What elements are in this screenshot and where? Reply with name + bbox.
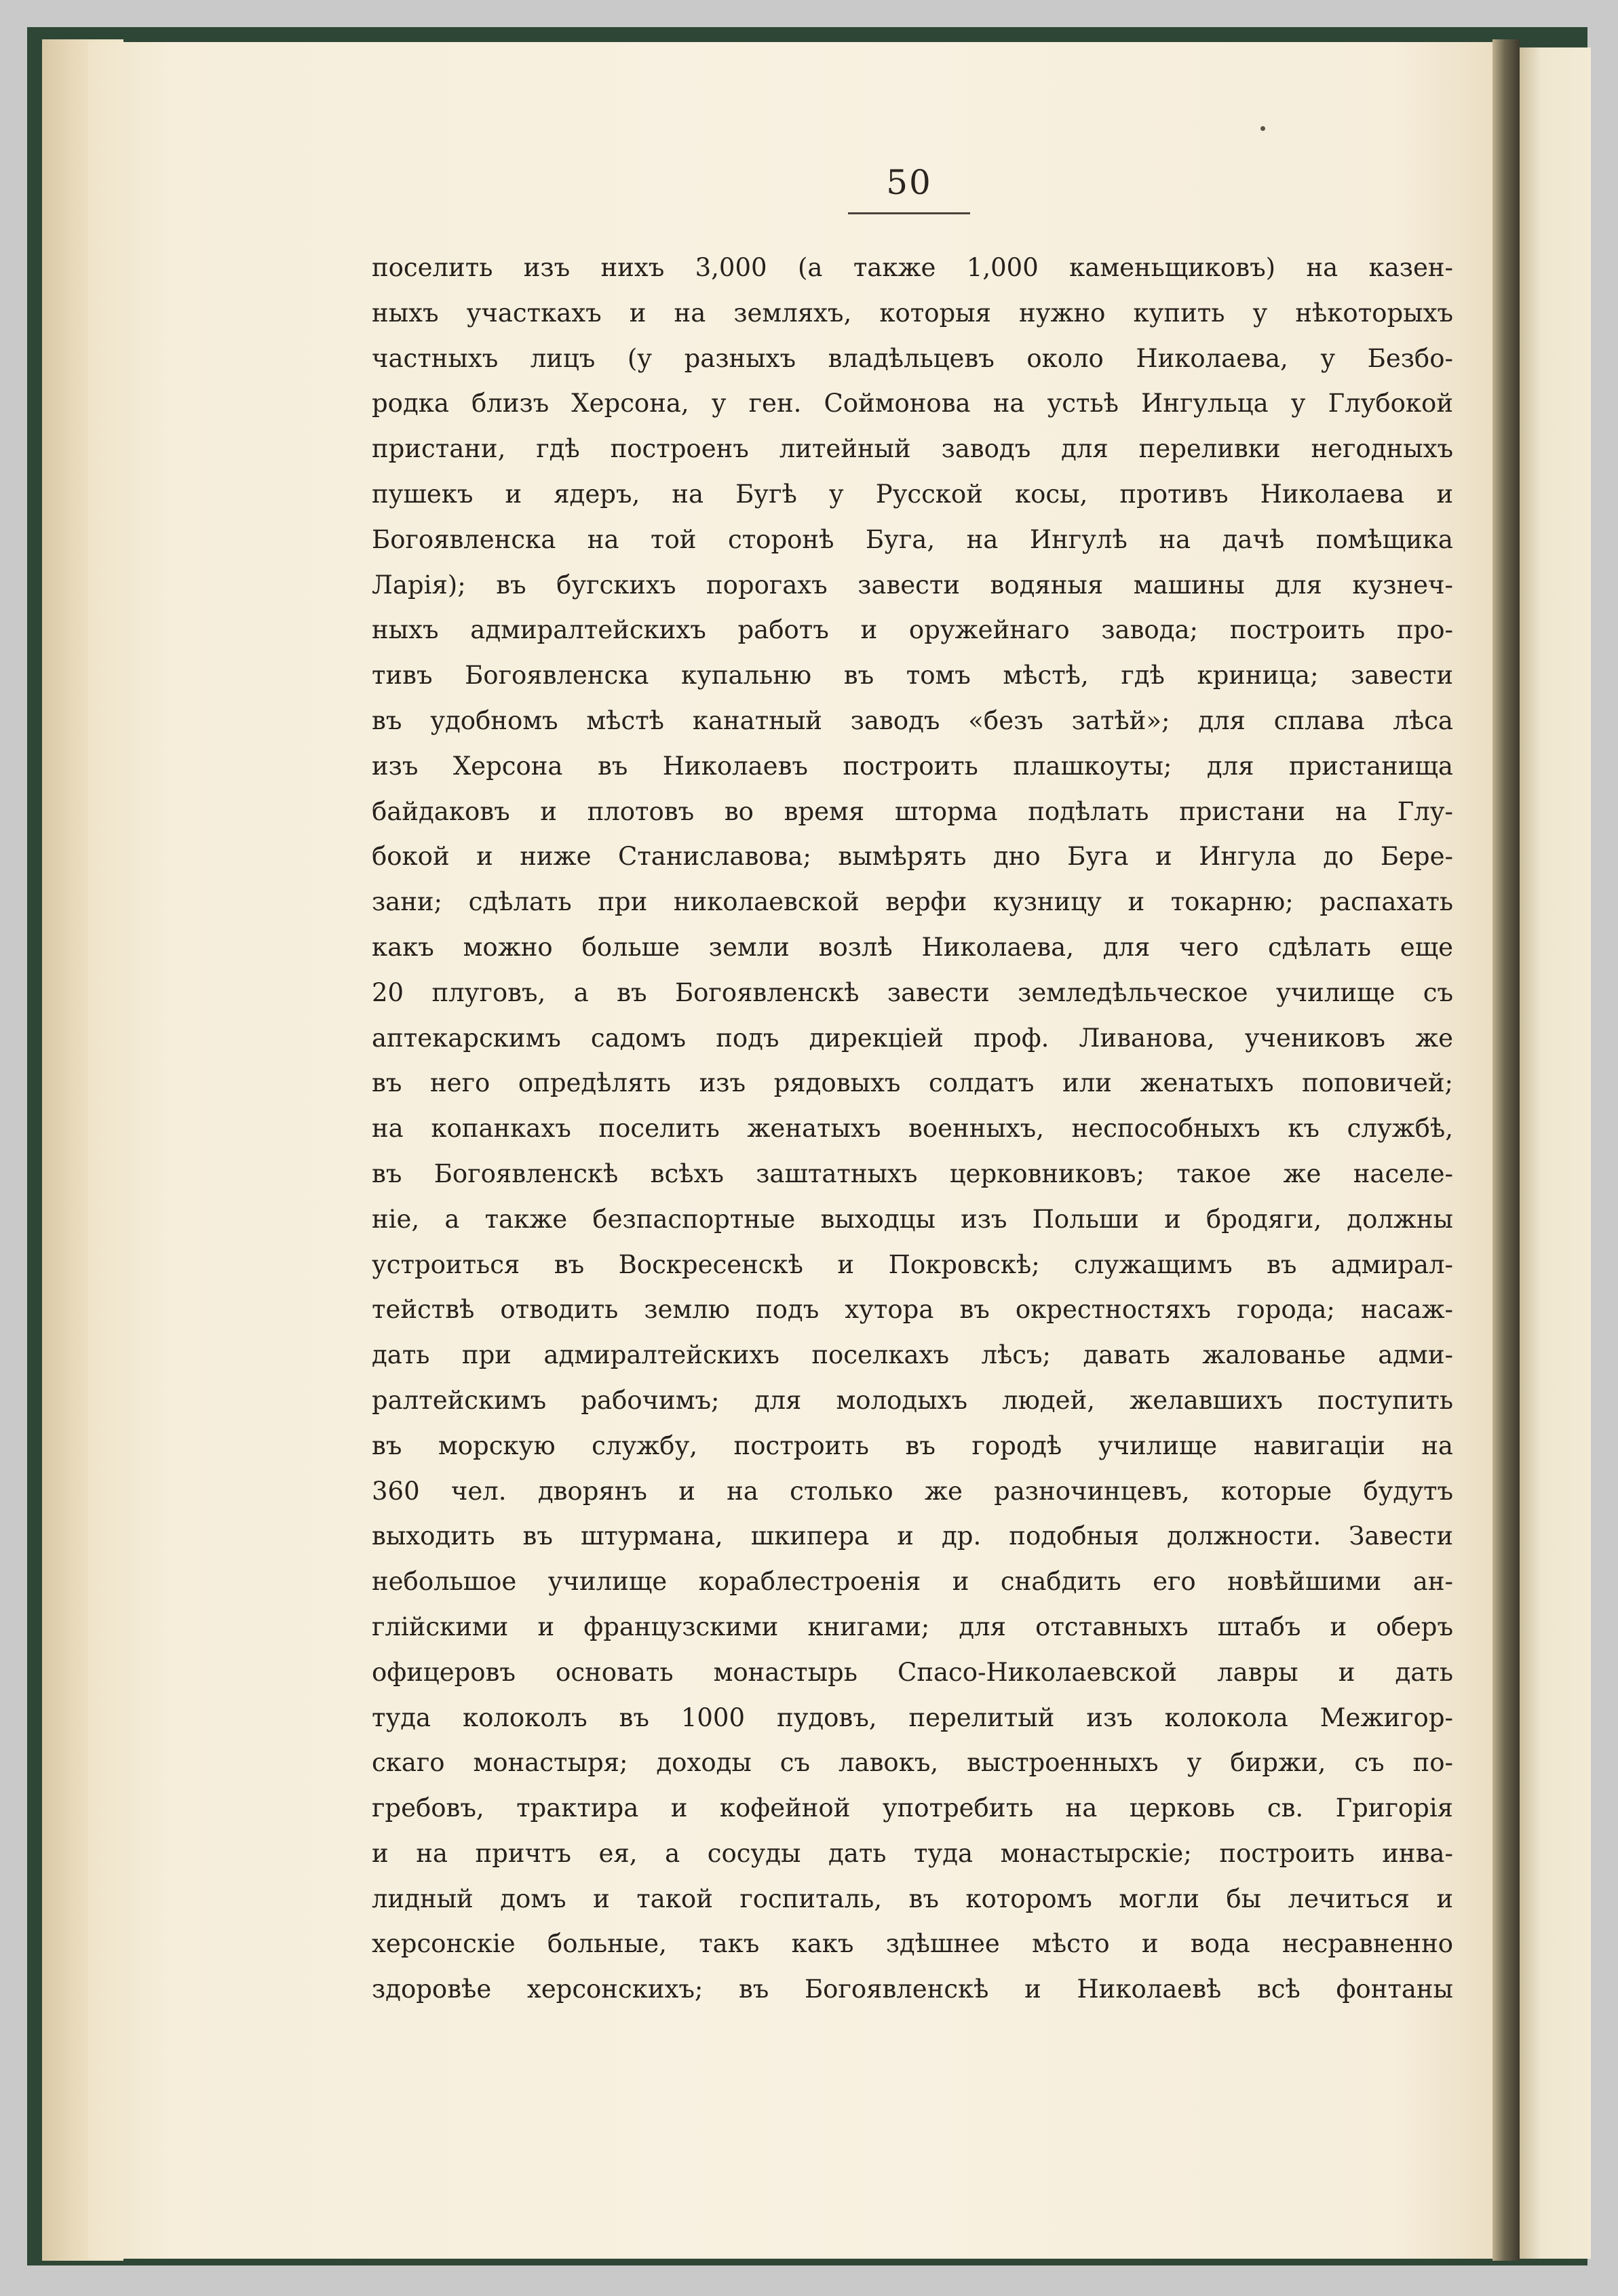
text-line: скаго монастыря; доходы съ лавокъ, выстроенныхъ у биржи, съ по- bbox=[372, 1748, 1453, 1778]
text-line: 360 чел. дворянъ и на столько же разночинцевъ, которые будутъ bbox=[372, 1476, 1453, 1506]
text-line: 20 плуговъ, а въ Богоявленскѣ завести земледѣльческое училище съ bbox=[372, 977, 1453, 1007]
text-line: байдаковъ и плотовъ во время шторма подѣлать пристани на Глу- bbox=[372, 796, 1453, 826]
text-line: пристани, гдѣ построенъ литейный заводъ для переливки негодныхъ bbox=[372, 434, 1453, 464]
text-line: пушекъ и ядеръ, на Бугѣ у Русской косы, противъ Николаева и bbox=[372, 479, 1453, 509]
text-line: Ларія); въ бугскихъ порогахъ завести водяныя машины для кузнеч- bbox=[372, 570, 1453, 600]
text-line: въ морскую службу, построить въ городѣ училище навигаціи на bbox=[372, 1431, 1453, 1460]
text-line: ныхъ участкахъ и на земляхъ, которыя нужно купить у нѣкоторыхъ bbox=[372, 298, 1453, 328]
text-line: офицеровъ основать монастырь Спасо-Николаевской лавры и дать bbox=[372, 1657, 1453, 1687]
text-line: и на причтъ ея, а сосуды дать туда монастырскіе; построить инва- bbox=[372, 1838, 1453, 1868]
text-line: въ Богоявленскѣ всѣхъ заштатныхъ церковниковъ; такое же населе- bbox=[372, 1159, 1453, 1188]
text-line: тействѣ отводить землю подъ хутора въ окрестностяхъ города; насаж- bbox=[372, 1295, 1453, 1325]
text-line: поселить изъ нихъ 3,000 (а также 1,000 каменьщиковъ) на казен- bbox=[372, 253, 1453, 282]
text-line: херсонскіе больные, такъ какъ здѣшнее мѣсто и вода несравненно bbox=[372, 1929, 1453, 1959]
text-line: какъ можно больше земли возлѣ Николаева, для чего сдѣлать еще bbox=[372, 932, 1453, 962]
text-line: частныхъ лицъ (у разныхъ владѣльцевъ около Николаева, у Безбо- bbox=[372, 343, 1453, 373]
text-line: тивъ Богоявленска купальню въ томъ мѣстѣ, гдѣ криница; завести bbox=[372, 661, 1453, 690]
text-line: родка близъ Херсона, у ген. Соймонова на устьѣ Ингульца у Глубокой bbox=[372, 389, 1453, 419]
text-line: гребовъ, трактира и кофейной употребить на церковь св. Григорія bbox=[372, 1793, 1453, 1823]
body-text bbox=[372, 246, 1453, 2012]
text-line: зани; сдѣлать при николаевской верфи кузницу и токарню; распахать bbox=[372, 887, 1453, 917]
book-spine-shadow bbox=[1492, 39, 1520, 2261]
text-line: устроиться въ Воскресенскѣ и Покровскѣ; служащимъ въ адмирал- bbox=[372, 1249, 1453, 1279]
text-line: дать при адмиралтейскихъ поселкахъ лѣсъ; давать жалованье адми- bbox=[372, 1340, 1453, 1370]
facing-page bbox=[1520, 47, 1591, 2259]
text-line: здоровѣе херсонскихъ; въ Богоявленскѣ и Николаевѣ всѣ фонтаны bbox=[372, 1974, 1453, 2004]
text-line: туда колоколъ въ 1000 пудовъ, перелитый изъ колокола Межигор- bbox=[372, 1702, 1453, 1732]
text-line: аптекарскимъ садомъ подъ дирекціей проф. Ливанова, учениковъ же bbox=[372, 1023, 1453, 1053]
text-line: бокой и ниже Станиславова; вымѣрять дно Буга и Ингула до Бере- bbox=[372, 842, 1453, 872]
text-line: Богоявленска на той сторонѣ Буга, на Ингулѣ на дачѣ помѣщика bbox=[372, 524, 1453, 554]
text-line: на копанкахъ поселить женатыхъ военныхъ, неспособныхъ къ службѣ, bbox=[372, 1114, 1453, 1144]
text-line: небольшое училище кораблестроенія и снабдить его новѣйшими ан- bbox=[372, 1567, 1453, 1597]
text-line: глійскими и французскими книгами; для отставныхъ штабъ и оберъ bbox=[372, 1612, 1453, 1641]
page-number: 50 bbox=[886, 163, 932, 202]
text-line: ралтейскимъ рабочимъ; для молодыхъ людей, желавшихъ поступить bbox=[372, 1385, 1453, 1415]
text-line: въ удобномъ мѣстѣ канатный заводъ «безъ затѣй»; для сплава лѣса bbox=[372, 705, 1453, 735]
text-line: изъ Херсона въ Николаевъ построить плашкоуты; для пристанища bbox=[372, 751, 1453, 781]
page-number-rule bbox=[848, 212, 970, 214]
text-line: лидный домъ и такой госпиталь, въ которомъ могли бы лечиться и bbox=[372, 1884, 1453, 1913]
text-line: ніе, а также безпаспортные выходцы изъ Польши и бродяги, должны bbox=[372, 1204, 1453, 1234]
text-line: въ него опредѣлять изъ рядовыхъ солдатъ или женатыхъ поповичей; bbox=[372, 1068, 1453, 1098]
paper-speck bbox=[1260, 126, 1265, 131]
text-line: ныхъ адмиралтейскихъ работъ и оружейнаго завода; построить про- bbox=[372, 615, 1453, 645]
text-line: выходить въ штурмана, шкипера и др. подобныя должности. Завести bbox=[372, 1521, 1453, 1551]
